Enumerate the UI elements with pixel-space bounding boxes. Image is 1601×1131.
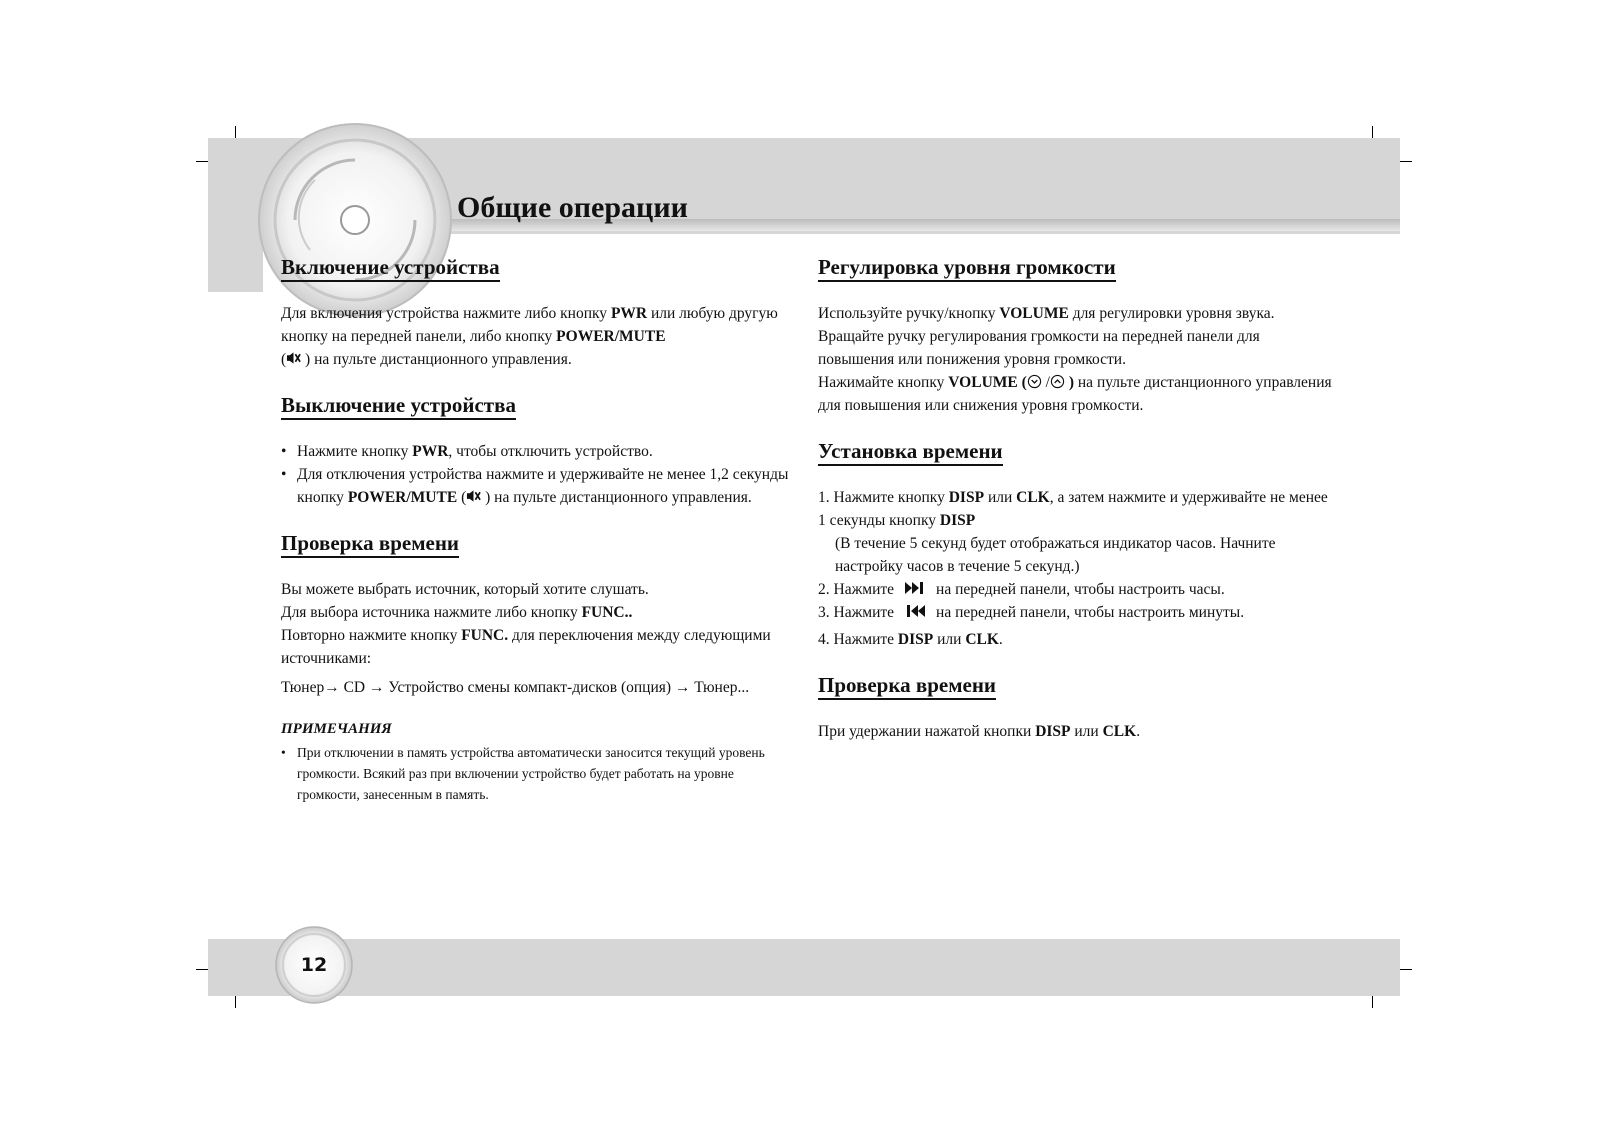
section-check-time <box>818 673 1338 743</box>
step-item <box>818 601 1338 624</box>
disp-label: DISP <box>939 512 976 530</box>
heading-power-off: Выключение устройства <box>281 393 516 420</box>
set-time-steps <box>818 486 1338 651</box>
mute-speaker-icon <box>466 488 481 504</box>
text: Нажмите кнопку <box>833 489 949 507</box>
volume-label: VOLUME ( <box>948 374 1027 392</box>
clk-label: CLK <box>1102 723 1137 741</box>
heading-set-time: Установка времени <box>818 439 1003 466</box>
text: ) <box>1064 374 1075 392</box>
text: для переключения между следующими источниками: <box>281 627 771 668</box>
power-off-list <box>281 440 796 509</box>
source-line-1: Вы можете выбрать источник, который хотите слушать. <box>281 581 649 599</box>
list-item <box>281 463 796 509</box>
text: / <box>1041 374 1050 392</box>
text: Для выбора источника нажмите либо кнопку <box>281 604 582 622</box>
right-column <box>818 255 1338 765</box>
text: Для включения устройства нажмите либо кнопку <box>281 305 611 323</box>
source-line-3 <box>281 624 796 670</box>
disp-label: DISP <box>897 631 934 649</box>
pwr-label: PWR <box>610 305 648 323</box>
page-number: 12 <box>300 954 328 976</box>
text: на передней панели, чтобы настроить минуты. <box>936 604 1245 622</box>
text: 2. Нажмите <box>818 581 895 599</box>
text: или <box>1070 723 1103 741</box>
section-power-on <box>281 255 796 371</box>
power-on-text <box>281 302 796 371</box>
volume-label: VOLUME <box>999 305 1069 323</box>
text: , а затем нажмите и удерживайте не менее 1 секунды кнопку <box>818 489 1328 530</box>
text: Повторно нажмите кнопку <box>281 627 462 645</box>
volume-up-icon <box>1050 374 1065 389</box>
text: 4. Нажмите <box>818 631 898 649</box>
text: ) на пульте дистанционного управления. <box>301 351 572 369</box>
text: или любую другую кнопку на передней панели, либо кнопку <box>281 305 778 346</box>
left-column <box>281 255 796 805</box>
text: Используйте ручку/кнопку <box>818 305 1000 323</box>
step-item <box>818 486 1338 578</box>
text: 3. Нажмите <box>818 604 895 622</box>
text: При удержании нажатой кнопки <box>818 723 1036 741</box>
clk-label: CLK <box>1016 489 1050 507</box>
power-mute-label: POWER/MUTE <box>347 489 458 507</box>
heading-check-time: Проверка времени <box>818 673 996 700</box>
step-item <box>818 578 1338 601</box>
text: или <box>933 631 966 649</box>
text: ( <box>457 489 467 507</box>
text: ) на пульте дистанционного управления. <box>481 489 752 507</box>
disp-label: DISP <box>1035 723 1071 741</box>
section-power-off <box>281 393 796 509</box>
source-line-2 <box>281 601 796 624</box>
heading-source: Проверка времени <box>281 531 459 558</box>
text: 1. <box>818 489 834 507</box>
step-note: (В течение 5 секунд будет отображаться индикатор часов. Начните настройку часов в течение 5 секунд.) <box>835 535 1276 576</box>
footer-band <box>208 939 1400 996</box>
notes-title: ПРИМЕЧАНИЯ <box>281 721 392 738</box>
list-item <box>281 440 796 463</box>
skip-back-icon <box>904 604 926 618</box>
source-chain: Тюнер→ CD → Устройство смены компакт-дисков (опция) → Тюнер... <box>281 679 750 697</box>
heading-power-on: Включение устройства <box>281 255 500 282</box>
power-mute-label: POWER/MUTE <box>556 328 666 346</box>
notes-list <box>281 742 796 805</box>
section-source <box>281 531 796 699</box>
heading-volume: Регулировка уровня громкости <box>818 255 1116 282</box>
text: Для отключения устройства нажмите и удерживайте не менее 1,2 секунды кнопку <box>297 466 789 507</box>
disp-label: DISP <box>948 489 985 507</box>
section-set-time <box>818 439 1338 651</box>
text: ( <box>281 351 287 369</box>
pwr-label: PWR <box>412 443 449 461</box>
func-label: FUNC. <box>461 627 509 645</box>
notes-block <box>281 721 796 805</box>
text: или <box>984 489 1017 507</box>
volume-p2: Вращайте ручку регулирования громкости на передней панели для повышения или понижения уровня громкости. <box>818 328 1260 369</box>
text: на пульте дистанционного управления для повышения или снижения уровня громкости. <box>818 374 1332 415</box>
text: Нажимайте кнопку <box>818 374 949 392</box>
note-item: • При отключении в память устройства автоматически заносится текущий уровень громкости. Всякий раз при включении устройство будет работать на уровне громкости, занесенным в память. <box>281 742 796 805</box>
volume-p1 <box>818 302 1338 325</box>
text: . <box>998 631 1003 649</box>
check-time-text <box>818 720 1338 743</box>
text: Нажмите кнопку <box>297 443 413 461</box>
text: . <box>1136 723 1141 741</box>
text: для регулировки уровня звука. <box>1068 305 1275 323</box>
volume-down-icon <box>1027 374 1042 389</box>
clk-label: CLK <box>965 631 999 649</box>
page-title: Общие операции <box>457 191 688 224</box>
text: , чтобы отключить устройство. <box>448 443 653 461</box>
volume-p3 <box>818 371 1338 417</box>
text: на передней панели, чтобы настроить часы. <box>936 581 1225 599</box>
skip-forward-icon <box>904 581 926 595</box>
func-label: FUNC.. <box>581 604 633 622</box>
step-item <box>818 628 1338 651</box>
mute-speaker-icon <box>286 350 301 366</box>
section-volume <box>818 255 1338 417</box>
